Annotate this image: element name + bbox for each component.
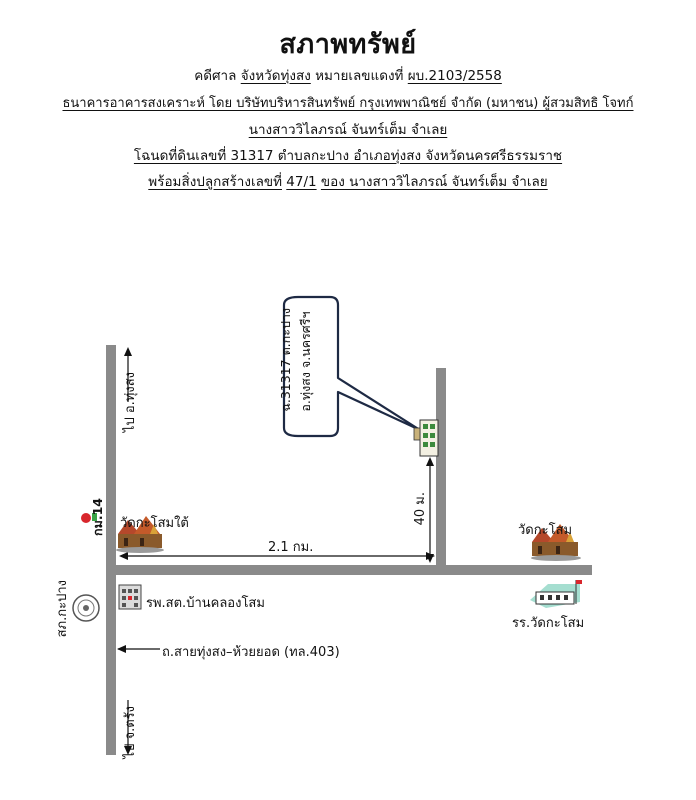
building-suffix: ของ นางสาววิไลภรณ์ จันทร์เต็ม จำเลย (320, 174, 548, 190)
side-road-vertical (436, 368, 446, 568)
callout-text (276, 308, 316, 412)
label-distance-horizontal: 2.1 กม. (268, 540, 314, 555)
case-prefix: คดีศาล (194, 68, 237, 84)
deed-text: โฉนดที่ดินเลขที่ 31317 ตำบลกะปาง อำเภอทุ่งสง จังหวัดนครศรีธรรมราช (133, 148, 563, 164)
building-no: 47/1 (286, 174, 317, 190)
label-to-trang: ไป จ.ตรัง (123, 706, 138, 759)
police-seal-icon (73, 595, 99, 621)
main-road-vertical (106, 345, 116, 755)
callout-line-1: ฉ.31317 ต.กะปาง (278, 308, 293, 412)
plaintiff-text: ธนาคารอาคารสงเคราะห์ โดย บริษัทบริหารสินทรัพย์ กรุงเทพพาณิชย์ จำกัด (มหาชน) ผู้สวมสิทธิ โจทก์ (62, 96, 634, 111)
arrow-left-icon (117, 645, 160, 653)
label-wat-south: วัดกะโสมใต้ (120, 516, 189, 531)
red-no: ผบ.2103/2558 (407, 68, 502, 84)
label-school: รร.วัดกะโสม (512, 616, 585, 631)
house-icon (414, 420, 438, 456)
school-icon (530, 580, 582, 608)
page-title: สภาพทรัพย์ (279, 29, 417, 60)
road-horizontal (106, 565, 592, 575)
building-prefix: พร้อมสิ่งปลูกสร้างเลขที่ (148, 174, 282, 190)
callout-line-2: อ.ทุ่งสง จ.นครศรีฯ (298, 311, 313, 412)
red-no-label: หมายเลขแดงที่ (315, 68, 404, 84)
label-highway: ถ.สายทุ่งสง–ห้วยยอด (ทล.403) (162, 645, 340, 660)
label-hospital: รพ.สต.บ้านคลองโสม (146, 596, 265, 611)
defendant-text: นางสาววิไลภรณ์ จันทร์เต็ม จำเลย (248, 122, 448, 138)
label-to-thungsong: ไป อ.ทุ่งสง (123, 372, 138, 433)
label-distance-vertical: 40 ม. (413, 492, 428, 526)
label-km-marker: กม.14 (90, 498, 105, 536)
hospital-icon (119, 585, 141, 609)
label-wat: วัดกะโสม (518, 523, 573, 538)
court-name: จังหวัดทุ่งสง (240, 68, 311, 84)
label-police: สภ.กะปาง (55, 580, 70, 638)
